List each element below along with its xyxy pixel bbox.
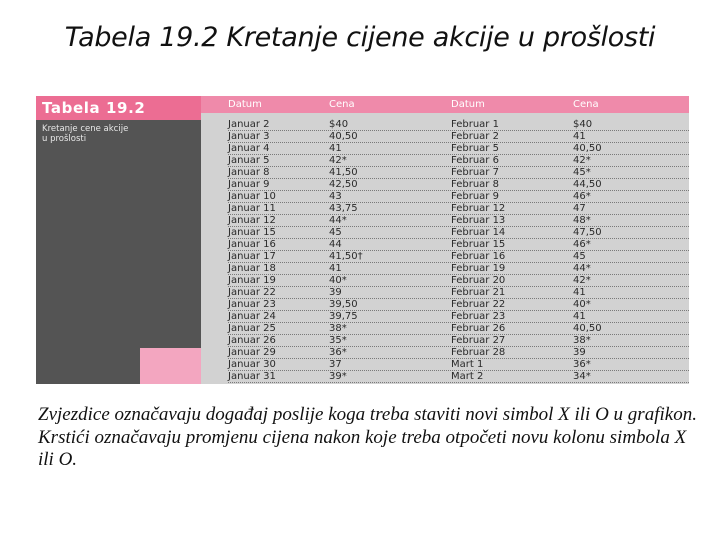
table-row <box>201 143 689 155</box>
cell-date-jan: Januar 16 <box>228 239 276 250</box>
cell-price-jan: 44* <box>329 215 347 226</box>
header-cena-1: Cena <box>329 99 355 110</box>
cell-price-feb: 46* <box>573 239 591 250</box>
cell-date-jan: Januar 31 <box>228 371 276 382</box>
cell-price-jan: 42,50 <box>329 179 358 190</box>
table-side-panel <box>36 96 201 384</box>
cell-date-jan: Januar 26 <box>228 335 276 346</box>
cell-price-feb: 41 <box>573 311 586 322</box>
cell-price-feb: 48* <box>573 215 591 226</box>
caption-cross-note: Krstići označavaju promjenu cijena nakon koje treba otpočeti novu kolonu simbola X ili O. <box>38 426 687 470</box>
cell-date-feb: Februar 12 <box>451 203 506 214</box>
table-row <box>201 227 689 239</box>
table-row <box>201 359 689 371</box>
table-row <box>201 371 689 383</box>
cell-date-feb: Februar 26 <box>451 323 506 334</box>
table-row <box>201 239 689 251</box>
cell-date-feb: Februar 19 <box>451 263 506 274</box>
cell-price-feb: 38* <box>573 335 591 346</box>
cell-price-feb: 39 <box>573 347 586 358</box>
cell-price-jan: 37 <box>329 359 342 370</box>
cell-date-jan: Januar 3 <box>228 131 270 142</box>
cell-date-feb: Mart 2 <box>451 371 484 382</box>
cell-price-jan: 41 <box>329 263 342 274</box>
table-row <box>201 335 689 347</box>
cell-price-jan: 41,50 <box>329 167 358 178</box>
cell-date-jan: Januar 23 <box>228 299 276 310</box>
cell-date-feb: Mart 1 <box>451 359 484 370</box>
cell-price-feb: 42* <box>573 275 591 286</box>
cell-price-feb: 44,50 <box>573 179 602 190</box>
cell-date-feb: Februar 13 <box>451 215 506 226</box>
header-cena-2: Cena <box>573 99 599 110</box>
cell-date-jan: Januar 15 <box>228 227 276 238</box>
cell-date-jan: Januar 29 <box>228 347 276 358</box>
table-row <box>201 311 689 323</box>
cell-date-feb: Februar 16 <box>451 251 506 262</box>
cell-price-feb: 44* <box>573 263 591 274</box>
table-row <box>201 323 689 335</box>
cell-date-feb: Februar 14 <box>451 227 506 238</box>
cell-price-feb: 40,50 <box>573 323 602 334</box>
cell-price-feb: 47,50 <box>573 227 602 238</box>
cell-price-jan: 45 <box>329 227 342 238</box>
cell-date-jan: Januar 19 <box>228 275 276 286</box>
slide-title: Tabela 19.2 Kretanje cijene akcije u prošlosti <box>64 22 656 53</box>
cell-price-jan: 39 <box>329 287 342 298</box>
cell-price-feb: 40* <box>573 299 591 310</box>
cell-date-feb: Februar 5 <box>451 143 499 154</box>
cell-price-jan: 39* <box>329 371 347 382</box>
cell-date-feb: Februar 2 <box>451 131 499 142</box>
cell-date-jan: Januar 8 <box>228 167 270 178</box>
caption <box>38 404 698 472</box>
caption-asterisk-note: Zvjezdice označavaju događaj poslije koga treba staviti novi simbol X ili O u grafikon. <box>38 404 697 425</box>
cell-price-feb: 45* <box>573 167 591 178</box>
cell-price-feb: 36* <box>573 359 591 370</box>
cell-date-jan: Januar 10 <box>228 191 276 202</box>
cell-date-jan: Januar 11 <box>228 203 276 214</box>
cell-price-feb: 45 <box>573 251 586 262</box>
cell-price-feb: 47 <box>573 203 586 214</box>
cell-date-feb: Februar 7 <box>451 167 499 178</box>
cell-date-jan: Januar 30 <box>228 359 276 370</box>
table-row <box>201 179 689 191</box>
table-row <box>201 119 689 131</box>
table-label-band <box>36 96 201 120</box>
cell-price-feb: 40,50 <box>573 143 602 154</box>
table-row <box>201 191 689 203</box>
cell-date-feb: Februar 21 <box>451 287 506 298</box>
decorative-pink-block <box>140 348 201 384</box>
cell-date-feb: Februar 15 <box>451 239 506 250</box>
cell-price-jan: 43,75 <box>329 203 358 214</box>
cell-date-feb: Februar 28 <box>451 347 506 358</box>
cell-price-jan: 38* <box>329 323 347 334</box>
cell-price-jan: 39,50 <box>329 299 358 310</box>
cell-price-jan: 36* <box>329 347 347 358</box>
cell-price-feb: 46* <box>573 191 591 202</box>
table-row <box>201 347 689 359</box>
cell-price-jan: 39,75 <box>329 311 358 322</box>
table-row <box>201 263 689 275</box>
cell-date-jan: Januar 12 <box>228 215 276 226</box>
cell-price-jan: 40,50 <box>329 131 358 142</box>
cell-price-jan: 35* <box>329 335 347 346</box>
cell-date-feb: Februar 22 <box>451 299 506 310</box>
cell-date-jan: Januar 22 <box>228 287 276 298</box>
cell-price-jan: 41 <box>329 143 342 154</box>
table-subtitle: Kretanje cene akcije u prošlosti <box>42 124 129 144</box>
table-row <box>201 155 689 167</box>
cell-date-feb: Februar 9 <box>451 191 499 202</box>
cell-price-jan: 43 <box>329 191 342 202</box>
cell-price-jan: 44 <box>329 239 342 250</box>
cell-date-feb: Februar 8 <box>451 179 499 190</box>
cell-date-jan: Januar 5 <box>228 155 270 166</box>
header-datum-1: Datum <box>228 99 262 110</box>
table-row <box>201 275 689 287</box>
cell-date-feb: Februar 1 <box>451 119 499 130</box>
cell-price-jan: 41,50† <box>329 251 363 262</box>
table-header-row <box>201 96 689 113</box>
table-row <box>201 215 689 227</box>
cell-date-feb: Februar 20 <box>451 275 506 286</box>
stock-price-table <box>36 96 689 384</box>
cell-date-jan: Januar 4 <box>228 143 270 154</box>
cell-date-jan: Januar 18 <box>228 263 276 274</box>
cell-date-feb: Februar 27 <box>451 335 506 346</box>
table-row <box>201 299 689 311</box>
cell-price-feb: $40 <box>573 119 593 130</box>
cell-date-feb: Februar 23 <box>451 311 506 322</box>
table-row <box>201 203 689 215</box>
header-datum-2: Datum <box>451 99 485 110</box>
cell-date-feb: Februar 6 <box>451 155 499 166</box>
cell-date-jan: Januar 9 <box>228 179 270 190</box>
cell-price-feb: 42* <box>573 155 591 166</box>
table-row <box>201 167 689 179</box>
cell-price-feb: 34* <box>573 371 591 382</box>
table-row <box>201 251 689 263</box>
cell-date-jan: Januar 17 <box>228 251 276 262</box>
cell-price-jan: 40* <box>329 275 347 286</box>
cell-date-jan: Januar 24 <box>228 311 276 322</box>
cell-date-jan: Januar 2 <box>228 119 270 130</box>
table-label: Tabela 19.2 <box>42 99 146 117</box>
table-row <box>201 287 689 299</box>
cell-price-feb: 41 <box>573 287 586 298</box>
cell-price-jan: 42* <box>329 155 347 166</box>
cell-date-jan: Januar 25 <box>228 323 276 334</box>
cell-price-feb: 41 <box>573 131 586 142</box>
table-row <box>201 131 689 143</box>
cell-price-jan: $40 <box>329 119 349 130</box>
